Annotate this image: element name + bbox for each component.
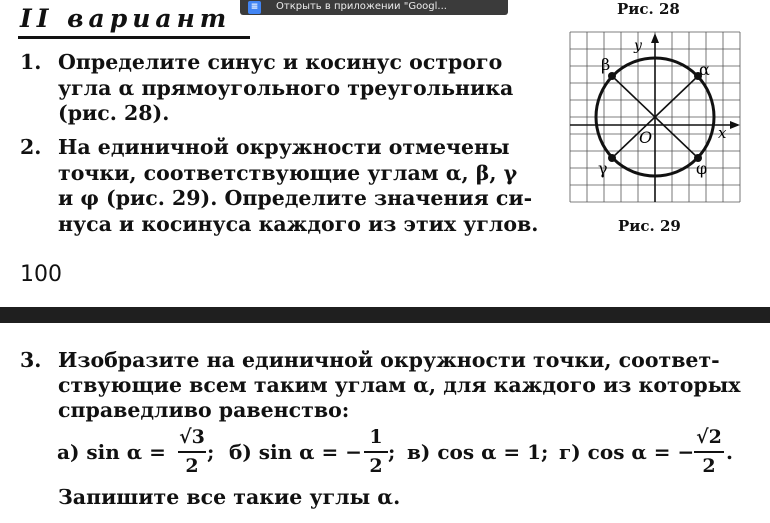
open-in-app-toast[interactable] — [240, 0, 508, 15]
formula-b-numerator: 1 — [369, 426, 383, 448]
origin-label: O — [639, 128, 653, 147]
formula-b-prefix: б) sin α = − — [229, 440, 362, 464]
task-2 — [20, 135, 540, 239]
google-docs-icon: ≡ — [248, 1, 261, 14]
title-underline — [18, 36, 250, 39]
task-2-line-1: На единичной окружности отмечены — [58, 135, 510, 159]
formula-a-denominator: 2 — [185, 455, 199, 477]
formula-d-prefix: г) cos α = − — [559, 440, 695, 464]
formula-b-separator: ; — [388, 440, 396, 464]
fraction-bar — [178, 451, 206, 453]
point-gamma — [608, 154, 616, 162]
x-axis-label: x — [718, 124, 727, 142]
formula-a-numerator: √3 — [179, 426, 205, 448]
y-axis-label: y — [634, 38, 642, 54]
unit-circle-figure — [568, 30, 743, 205]
formula-b-fraction — [364, 425, 388, 477]
task-2-number: 2. — [20, 135, 42, 159]
formula-d-numerator: √2 — [696, 426, 722, 448]
x-axis-arrow — [730, 121, 740, 129]
task-2-line-3: и φ (рис. 29). Определите значения си- — [58, 186, 533, 210]
task-3-line-2: ствующие всем таким углам α, для каждого из которых — [58, 373, 741, 397]
open-in-app-label[interactable]: Открыть в приложении "Googl... — [276, 1, 447, 12]
radius-alpha — [655, 76, 698, 117]
formula-a-separator: ; — [207, 440, 215, 464]
radius-beta — [612, 76, 655, 117]
task-2-line-4: нуса и косинуса каждого из этих углов. — [58, 211, 539, 236]
formula-d-denominator: 2 — [702, 455, 716, 477]
variant-title: II вариант — [20, 4, 232, 33]
formula-d-fraction — [694, 425, 724, 477]
formula-b-denominator: 2 — [369, 455, 383, 477]
task-3 — [20, 348, 760, 428]
task-1-number: 1. — [20, 50, 42, 74]
gamma-label: γ — [598, 159, 608, 178]
task-3-number: 3. — [20, 348, 42, 372]
beta-label: β — [601, 55, 611, 74]
caption-fig-29: Рис. 29 — [618, 217, 681, 235]
fraction-bar — [364, 451, 388, 453]
radius-phi — [655, 117, 698, 158]
formula-d-end: . — [726, 440, 733, 464]
page-number: 100 — [20, 262, 62, 287]
formula-a-prefix: а) sin α = — [57, 440, 166, 464]
page-divider — [0, 307, 770, 323]
task-1-line-3: (рис. 28). — [58, 101, 170, 125]
task-1-line-2: угла α прямоугольного треугольника — [58, 75, 514, 100]
phi-label: φ — [696, 159, 708, 178]
alpha-label: α — [699, 60, 710, 79]
caption-fig-28: Рис. 28 — [617, 0, 680, 18]
task-1 — [20, 50, 540, 130]
task-1-line-1: Определите синус и косинус острого — [58, 50, 503, 74]
task-3-line-1: Изобразите на единичной окружности точки, соответ- — [58, 348, 720, 372]
task-2-line-2: точки, соответствующие углам α, β, γ — [58, 160, 518, 185]
formula-a-fraction — [178, 425, 206, 477]
y-axis-arrow — [651, 33, 659, 43]
fraction-bar — [694, 451, 724, 453]
task-3-last-line: Запишите все такие углы α. — [58, 485, 401, 509]
task-3-formulas — [57, 425, 757, 477]
task-3-line-3: справедливо равенство: — [58, 398, 350, 422]
formula-c-text: в) cos α = 1; — [407, 440, 549, 464]
